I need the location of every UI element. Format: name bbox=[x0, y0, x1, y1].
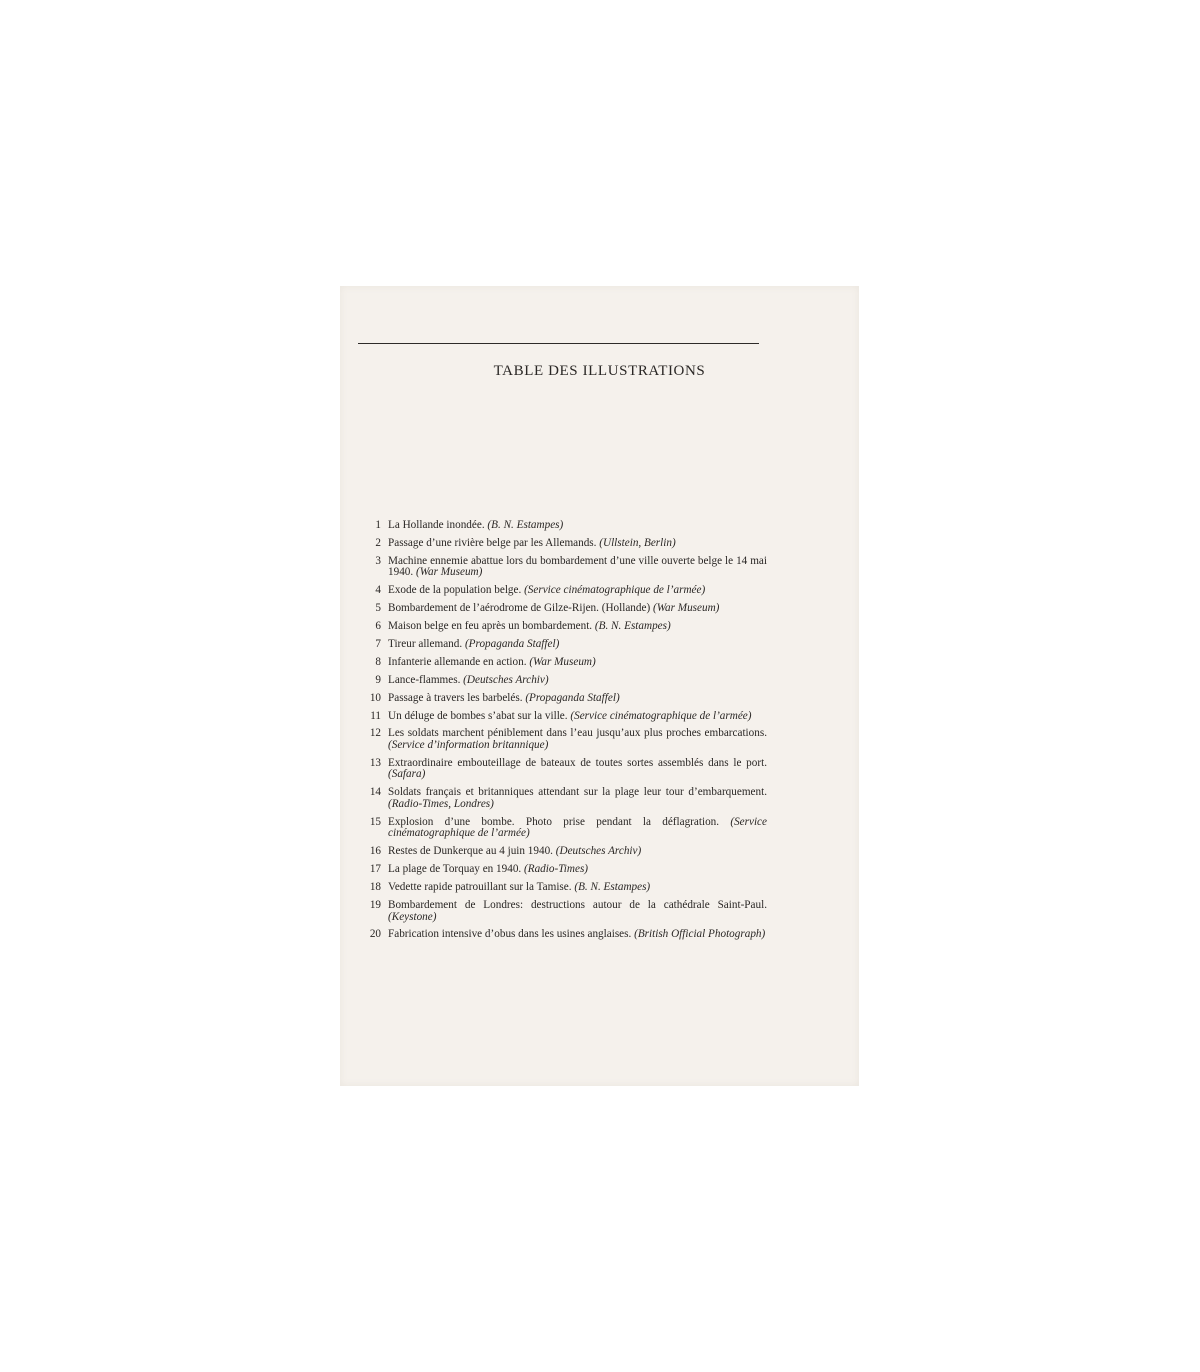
item-caption: Restes de Dunkerque au 4 juin 1940. (Deutsches Archiv) bbox=[388, 845, 642, 858]
list-item bbox=[354, 639, 767, 651]
list-item bbox=[354, 711, 767, 723]
item-caption: Soldats français et britanniques attendant sur la plage leur tour d’embarquement. (Radio-Times, Londres) bbox=[388, 786, 767, 810]
page-title: TABLE DES ILLUSTRATIONS bbox=[493, 363, 706, 379]
item-caption: Maison belge en feu après un bombardement. (B. N. Estampes) bbox=[388, 620, 671, 633]
item-caption: Lance-flammes. (Deutsches Archiv) bbox=[388, 673, 549, 686]
item-number: 6 bbox=[375, 620, 381, 633]
item-credit: (War Museum) bbox=[652, 602, 720, 615]
item-number: 3 bbox=[375, 554, 381, 567]
item-number: 16 bbox=[369, 845, 381, 858]
list-item bbox=[354, 900, 767, 923]
item-credit: (Service d’information britannique) bbox=[388, 738, 549, 751]
book-page bbox=[340, 286, 859, 1086]
list-item bbox=[354, 693, 767, 705]
item-credit: (War Museum) bbox=[415, 566, 483, 579]
list-item bbox=[354, 520, 767, 532]
item-number: 8 bbox=[375, 655, 381, 668]
item-credit: (Ullstein, Berlin) bbox=[599, 536, 676, 549]
illustrations-list bbox=[354, 520, 767, 947]
item-caption: Les soldats marchent péniblement dans l’eau jusqu’aux plus proches embarcations. (Service d’information britannique) bbox=[388, 727, 767, 751]
item-credit: (Service cinématographique de l’armée) bbox=[388, 815, 767, 840]
list-item bbox=[354, 758, 767, 781]
item-credit: (Radio-Times) bbox=[524, 863, 589, 876]
item-caption: Passage à travers les barbelés. (Propaganda Staffel) bbox=[388, 691, 620, 704]
item-credit: (Safara) bbox=[388, 768, 426, 781]
item-caption: Bombardement de l’aérodrome de Gilze-Rijen. (Hollande) (War Museum) bbox=[388, 602, 720, 615]
item-number: 1 bbox=[375, 519, 381, 531]
list-item bbox=[354, 728, 767, 751]
item-number: 14 bbox=[369, 786, 381, 799]
list-item bbox=[354, 657, 767, 669]
item-caption: Un déluge de bombes s’abat sur la ville. (Service cinématographique de l’armée) bbox=[388, 709, 752, 722]
item-number: 7 bbox=[375, 637, 381, 650]
item-caption: La Hollande inondée. (B. N. Estampes) bbox=[388, 519, 564, 531]
item-number: 5 bbox=[375, 602, 381, 615]
item-credit: (B. N. Estampes) bbox=[487, 519, 564, 531]
item-number: 19 bbox=[369, 899, 381, 911]
item-number: 18 bbox=[369, 881, 381, 894]
list-item bbox=[354, 603, 767, 615]
item-caption: Explosion d’une bombe. Photo prise pendant la déflagration. (Service cinématographique de l’armée) bbox=[388, 815, 767, 840]
list-item bbox=[354, 817, 767, 840]
item-number: 11 bbox=[370, 709, 381, 722]
list-item bbox=[354, 882, 767, 894]
item-caption: Tireur allemand. (Propaganda Staffel) bbox=[388, 637, 560, 650]
item-caption: Passage d’une rivière belge par les Allemands. (Ullstein, Berlin) bbox=[388, 536, 676, 549]
item-credit: (British Official Photograph) bbox=[634, 928, 766, 941]
item-number: 15 bbox=[369, 815, 381, 828]
item-caption: Vedette rapide patrouillant sur la Tamise. (B. N. Estampes) bbox=[388, 881, 651, 894]
item-caption: Extraordinaire embouteillage de bateaux de toutes sortes assemblés dans le port. (Safara) bbox=[388, 756, 767, 781]
item-credit: (Propaganda Staffel) bbox=[464, 637, 560, 650]
item-credit: (War Museum) bbox=[529, 655, 596, 668]
list-item bbox=[354, 846, 767, 858]
list-item bbox=[354, 787, 767, 810]
list-item bbox=[354, 929, 767, 941]
list-item bbox=[354, 556, 767, 579]
item-number: 4 bbox=[375, 584, 381, 597]
item-caption: La plage de Torquay en 1940. (Radio-Times) bbox=[388, 863, 589, 876]
item-number: 12 bbox=[369, 727, 381, 740]
list-item bbox=[354, 585, 767, 597]
item-number: 13 bbox=[369, 756, 381, 769]
list-item bbox=[354, 538, 767, 550]
list-item bbox=[354, 864, 767, 876]
item-number: 9 bbox=[375, 673, 381, 686]
item-number: 17 bbox=[369, 863, 381, 876]
item-credit: (Deutsches Archiv) bbox=[463, 673, 549, 686]
item-credit: (Propaganda Staffel) bbox=[525, 691, 620, 704]
item-credit: (Radio-Times, Londres) bbox=[388, 797, 494, 810]
item-credit: (B. N. Estampes) bbox=[574, 881, 651, 894]
item-caption: Fabrication intensive d’obus dans les usines anglaises. (British Official Photograph) bbox=[388, 928, 766, 941]
item-caption: Bombardement de Londres: destructions autour de la cathédrale Saint-Paul. (Keystone) bbox=[388, 899, 767, 923]
item-number: 10 bbox=[369, 691, 381, 704]
list-item bbox=[354, 675, 767, 687]
item-credit: (Deutsches Archiv) bbox=[555, 845, 642, 858]
item-caption: Exode de la population belge. (Service cinématographique de l’armée) bbox=[388, 584, 706, 597]
item-credit: (Keystone) bbox=[388, 910, 437, 923]
item-credit: (B. N. Estampes) bbox=[594, 620, 671, 633]
list-item bbox=[354, 621, 767, 633]
item-number: 2 bbox=[375, 536, 381, 549]
item-caption: Infanterie allemande en action. (War Museum) bbox=[388, 655, 596, 668]
header-rule bbox=[358, 343, 759, 344]
item-caption: Machine ennemie abattue lors du bombardement d’une ville ouverte belge le 14 mai 1940. (War Museum) bbox=[388, 554, 767, 579]
item-credit: (Service cinématographique de l’armée) bbox=[570, 709, 752, 722]
item-number: 20 bbox=[369, 928, 381, 941]
item-credit: (Service cinématographique de l’armée) bbox=[524, 584, 706, 597]
